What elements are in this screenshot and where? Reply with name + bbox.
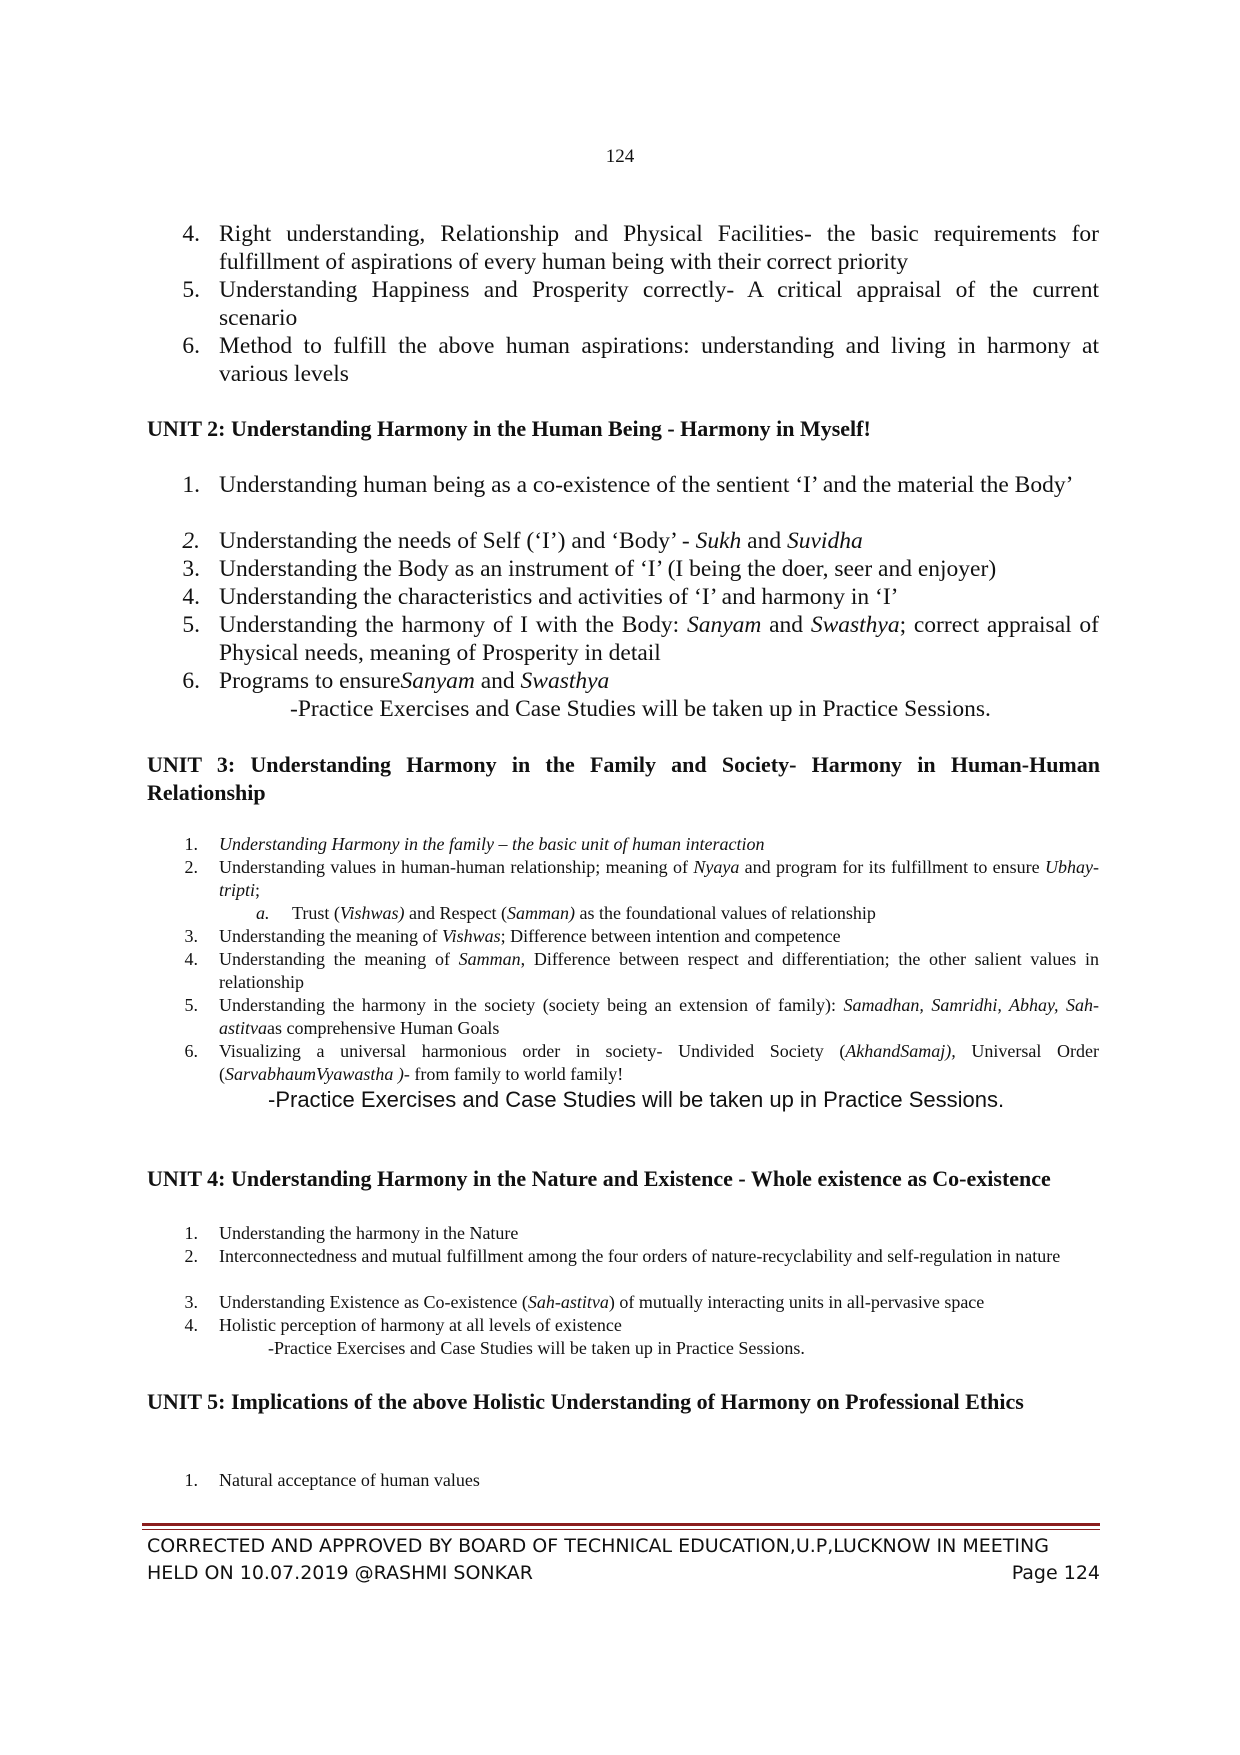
list-item: [0, 583, 1240, 611]
item-text: Understanding Happiness and Prosperity correctly- A critical appraisal of the current scenario: [219, 277, 1099, 331]
list-item: [0, 611, 1240, 667]
list-item: [0, 667, 1240, 695]
item-text: Right understanding, Relationship and Physical Facilities- the basic requirements for fulfillment of aspirations of every human being with their correct priority: [219, 221, 1099, 275]
list-item: [0, 925, 1240, 948]
unit2-list: [0, 471, 1240, 695]
item-text: Understanding the harmony in the society (society being an extension of family): Samadhan, Samridhi, Abhay, Sah-astitvaas comprehensive Human Goals: [219, 995, 1099, 1038]
item-number: 4.: [182, 221, 200, 247]
item-text: Understanding Existence as Co-existence (Sah-astitva) of mutually interacting units in all-pervasive space: [219, 1292, 985, 1312]
footer-rule-thick: [142, 1523, 1100, 1526]
unit4-practice-note: -Practice Exercises and Case Studies will be taken up in Practice Sessions.: [268, 1338, 805, 1358]
unit2-heading: UNIT 2: Understanding Harmony in the Human Being - Harmony in Myself!: [147, 416, 871, 441]
item-text: Interconnectedness and mutual fulfillment among the four orders of nature-recyclability and self-regulation in nature: [219, 1246, 1061, 1266]
page-number: 124: [605, 146, 635, 167]
item-number: 5.: [182, 277, 200, 303]
item-number: 1.: [184, 834, 198, 854]
unit3-practice-note: -Practice Exercises and Case Studies will be taken up in Practice Sessions.: [268, 1087, 1005, 1112]
item-number: 6.: [184, 1041, 198, 1061]
footer-line-2: HELD ON 10.07.2019 @RASHMI SONKAR: [147, 1562, 533, 1584]
item-number: 4.: [184, 1315, 198, 1335]
item-number: 4.: [182, 584, 200, 610]
item-number: 6.: [182, 333, 200, 359]
unit4-list: [0, 1222, 1240, 1337]
list-item: [0, 902, 1240, 925]
item-text: Understanding human being as a co-existence of the sentient ‘I’ and the material the Body’: [219, 472, 1074, 498]
item-number: 5.: [184, 995, 198, 1015]
list-item: [0, 471, 1240, 527]
subitem-text: Trust (Vishwas) and Respect (Samman) as the foundational values of relationship: [292, 903, 876, 923]
unit5-heading: UNIT 5: Implications of the above Holistic Understanding of Harmony on Professional Ethics: [147, 1389, 1024, 1414]
item-text: Method to fulfill the above human aspirations: understanding and living in harmony at various levels: [219, 333, 1099, 387]
list-item: [0, 555, 1240, 583]
item-text: Natural acceptance of human values: [219, 1470, 480, 1490]
item-number: 3.: [182, 556, 200, 582]
item-number: 4.: [184, 949, 198, 969]
item-text: Programs to ensureSanyam and Swasthya: [219, 668, 610, 694]
item-text: Understanding the needs of Self (‘I’) and ‘Body’ - Sukh and Suvidha: [219, 528, 863, 554]
list-item: [0, 1222, 1240, 1245]
unit3-list: [0, 833, 1240, 1086]
list-item: [0, 1040, 1240, 1086]
unit1-list: [0, 220, 1240, 388]
list-item: [0, 1291, 1240, 1314]
item-number: 3.: [184, 1292, 198, 1312]
list-item: [0, 332, 1240, 388]
item-text: Holistic perception of harmony at all levels of existence: [219, 1315, 622, 1335]
item-number: 1.: [184, 1470, 198, 1490]
item-number: 2.: [184, 1246, 198, 1266]
list-item: [0, 220, 1240, 276]
unit2-practice-note: -Practice Exercises and Case Studies will be taken up in Practice Sessions.: [290, 696, 991, 722]
list-item: [0, 1245, 1240, 1291]
item-number: 3.: [184, 926, 198, 946]
item-text: Understanding the Body as an instrument of ‘I’ (I being the doer, seer and enjoyer): [219, 556, 997, 582]
unit5-list: [0, 1469, 1240, 1492]
list-item: [0, 948, 1240, 994]
item-number: 5.: [182, 612, 200, 638]
unit3-heading: UNIT 3: Understanding Harmony in the Family and Society- Harmony in Human-Human Relationship: [147, 752, 1100, 805]
footer-rule-thin: [142, 1529, 1100, 1530]
list-item: [0, 276, 1240, 332]
item-text: Understanding the characteristics and activities of ‘I’ and harmony in ‘I’: [219, 584, 899, 610]
item-text: Understanding the meaning of Samman, Difference between respect and differentiation; the other salient values in relationship: [219, 949, 1099, 992]
footer-page-label: Page 124: [1011, 1562, 1100, 1584]
footer-line-1: CORRECTED AND APPROVED BY BOARD OF TECHNICAL EDUCATION,U.P,LUCKNOW IN MEETING: [147, 1535, 1049, 1557]
item-text: Understanding Harmony in the family – the basic unit of human interaction: [219, 834, 765, 854]
item-number: 6.: [182, 668, 200, 694]
list-item: [0, 856, 1240, 902]
subitem-letter: a.: [256, 903, 270, 923]
list-item: [0, 527, 1240, 555]
item-text: Understanding values in human-human relationship; meaning of Nyaya and program for its fulfillment to ensure Ubhay-tripti;: [219, 857, 1099, 900]
item-number: 2.: [182, 528, 200, 554]
list-item: [0, 833, 1240, 856]
item-number: 2.: [184, 857, 198, 877]
item-text: Understanding the meaning of Vishwas; Difference between intention and competence: [219, 926, 841, 946]
item-number: 1.: [182, 472, 200, 498]
list-item: [0, 1469, 1240, 1492]
list-item: [0, 994, 1240, 1040]
item-text: Understanding the harmony in the Nature: [219, 1223, 519, 1243]
item-number: 1.: [184, 1223, 198, 1243]
item-text: Understanding the harmony of I with the Body: Sanyam and Swasthya; correct appraisal of Physical needs, meaning of Prosperity in detail: [219, 612, 1099, 666]
unit4-heading: UNIT 4: Understanding Harmony in the Nature and Existence - Whole existence as Co-existence: [147, 1166, 1051, 1191]
list-item: [0, 1314, 1240, 1337]
item-text: Visualizing a universal harmonious order in society- Undivided Society (AkhandSamaj), Universal Order (SarvabhaumVyawastha )- from family to world family!: [219, 1041, 1099, 1084]
